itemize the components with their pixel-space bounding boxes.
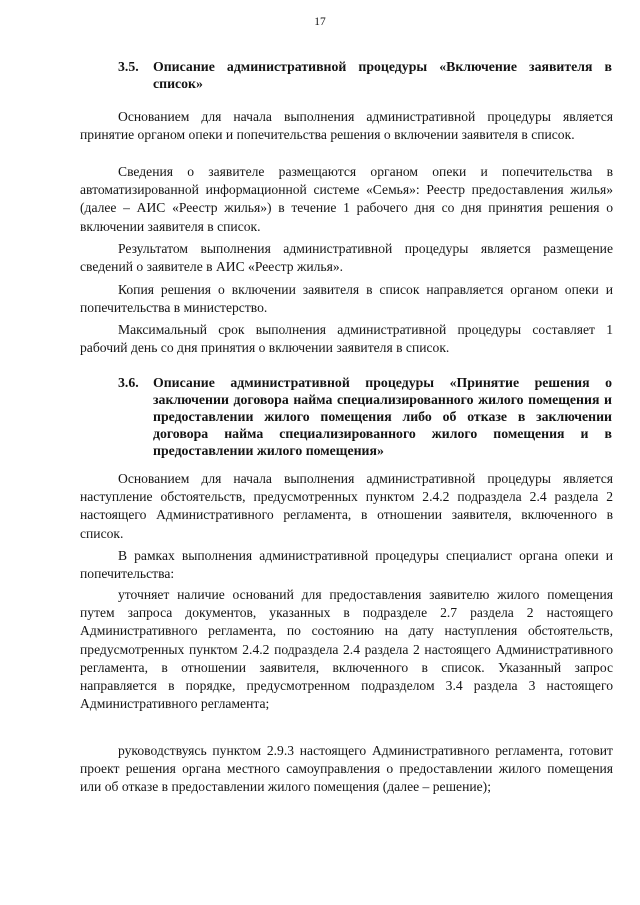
paragraph: Максимальный срок выполнения административной процедуры составляет 1 рабочий день со дня принятия о включении заявителя в список. [80, 322, 613, 356]
section-title: Описание административной процедуры «Принятие решения о заключении договора найма специализированного жилого помещения и предоставлении жилого помещения либо об отказе в заключении договора найма специализированного жилого помещения и в предоставлении жилого помещения» [153, 375, 612, 458]
section-heading-3-6 [118, 374, 612, 459]
paragraph: В рамках выполнения административной процедуры специалист органа опеки и попечительства: [80, 548, 613, 582]
page-number: 17 [314, 16, 326, 28]
section-heading-3-5 [118, 58, 612, 92]
paragraph: уточняет наличие оснований для предоставления заявителю жилого помещения путем запроса документов, указанных в подразделе 2.7 раздела 2 настоящего Административного регламента, по состоянию на дату наступления обстоятельств, предусмотренных пунктом 2.4.2 подраздела 2.4 раздела 2 настоящего Административного регламента, в отношении заявителя, включенного в список. Указанный запрос направляется в порядке, предусмотренном подразделом 3.4 раздела 3 настоящего Административного регламента; [80, 587, 613, 712]
paragraph: Копия решения о включении заявителя в список направляется органом опеки и попечительства в министерство. [80, 282, 613, 316]
paragraph: Основанием для начала выполнения административной процедуры является наступление обстоятельств, предусмотренных пунктом 2.4.2 подраздела 2.4 раздела 2 настоящего Административного регламента, в отношении заявителя, включенного в список. [80, 471, 613, 541]
paragraph: Результатом выполнения административной процедуры является размещение сведений о заявителе в АИС «Реестр жилья». [80, 241, 613, 275]
section-number: 3.6. [118, 375, 139, 390]
section-number: 3.5. [118, 59, 139, 74]
section-title: Описание административной процедуры «Включение заявителя в список» [153, 59, 612, 91]
paragraph: Сведения о заявителе размещаются органом опеки и попечительства в автоматизированной информационной системе «Семья»: Реестр предоставления жилья» (далее – АИС «Реестр жилья») в течение 1 рабочего дня со дня принятия решения о включении заявителя в список. [80, 164, 613, 234]
paragraph: руководствуясь пунктом 2.9.3 настоящего Административного регламента, готовит проект решения органа местного самоуправления о предоставлении жилого помещения или об отказе в предоставлении жилого помещения (далее – решение); [80, 743, 613, 795]
paragraph: Основанием для начала выполнения административной процедуры является принятие органом опеки и попечительства решения о включении заявителя в список. [80, 109, 613, 143]
